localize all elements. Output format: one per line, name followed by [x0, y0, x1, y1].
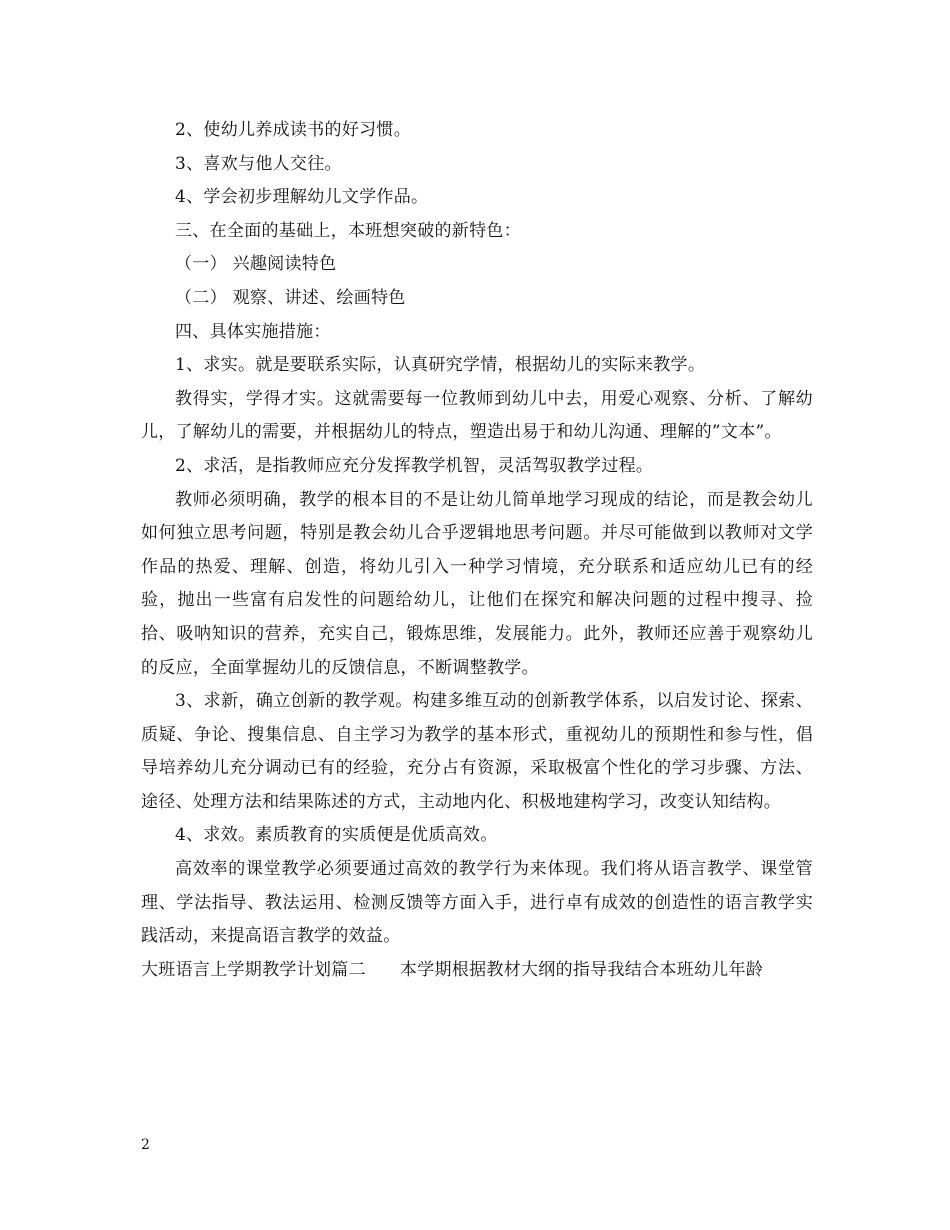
paragraph: 1、求实。就是要联系实际，认真研究学情，根据幼儿的实际来教学。: [175, 355, 706, 376]
list-item: （二） 观察、讲述、绘画特色: [175, 287, 406, 308]
document-body: [141, 114, 813, 987]
list-item: （一） 兴趣阅读特色: [175, 254, 337, 275]
paragraph: 2、使幼儿养成读书的好习惯。: [175, 120, 412, 140]
paragraph: 3、求新，确立创新的教学观。构建多维互动的创新教学体系，以启发讨论、探索、质疑、争论、搜集信息、自主学习为教学的基本形式，重视幼儿的预期性和参与性，倡导培养幼儿充分调动已有的经验，充分占有资源，采取极富个性化的学习步骤、方法、途径、处理方法和结果陈述的方式，主动地内化、积极地建构学习，改变认知结构。: [141, 691, 813, 812]
paragraph: 4、求效。素质教育的实质便是优质高效。: [175, 825, 498, 846]
paragraph: 高效率的课堂教学必须要通过高效的教学行为来体现。我们将从语言教学、课堂管理、学法指导、教法运用、检测反馈等方面入手，进行卓有成效的创造性的语言教学实践活动，来提高语言教学的效益。: [141, 859, 813, 947]
paragraph: 教得实，学得才实。这就需要每一位教师到幼儿中去，用爱心观察、分析、了解幼儿，了解幼儿的需要，并根据幼儿的特点，塑造出易于和幼儿沟通、理解的”文本”。: [141, 388, 813, 443]
paragraph: 4、学会初步理解幼儿文学作品。: [175, 187, 429, 208]
next-section-text: 本学期根据教材大纲的指导我结合本班幼儿年龄: [399, 959, 764, 980]
paragraph: 教师必须明确，教学的根本目的不是让幼儿简单地学习现成的结论，而是教会幼儿如何独立思考问题，特别是教会幼儿合乎逻辑地思考问题。并尽可能做到以教师对文学作品的热爱、理解、创造，将幼儿引入一种学习情境，充分联系和适应幼儿已有的经验，抛出一些富有启发性的问题给幼儿，让他们在探究和解决问题的过程中搜寻、捡拾、吸呐知识的营养，充实自己，锻炼思维，发展能力。此外，教师还应善于观察幼儿的反应，全面掌握幼儿的反馈信息，不断调整教学。: [141, 489, 813, 678]
paragraph: 3、喜欢与他人交往。: [175, 153, 342, 174]
closing-line: [141, 954, 813, 988]
section-heading: 三、在全面的基础上，本班想突破的新特色：: [175, 220, 521, 241]
section-heading: 四、具体实施措施：: [175, 321, 331, 342]
page-number: 2: [141, 1137, 150, 1153]
next-section-title: 大班语言上学期教学计划篇二: [141, 959, 366, 980]
paragraph: 2、求活，是指教师应充分发挥教学机智，灵活驾驭教学过程。: [175, 455, 654, 476]
